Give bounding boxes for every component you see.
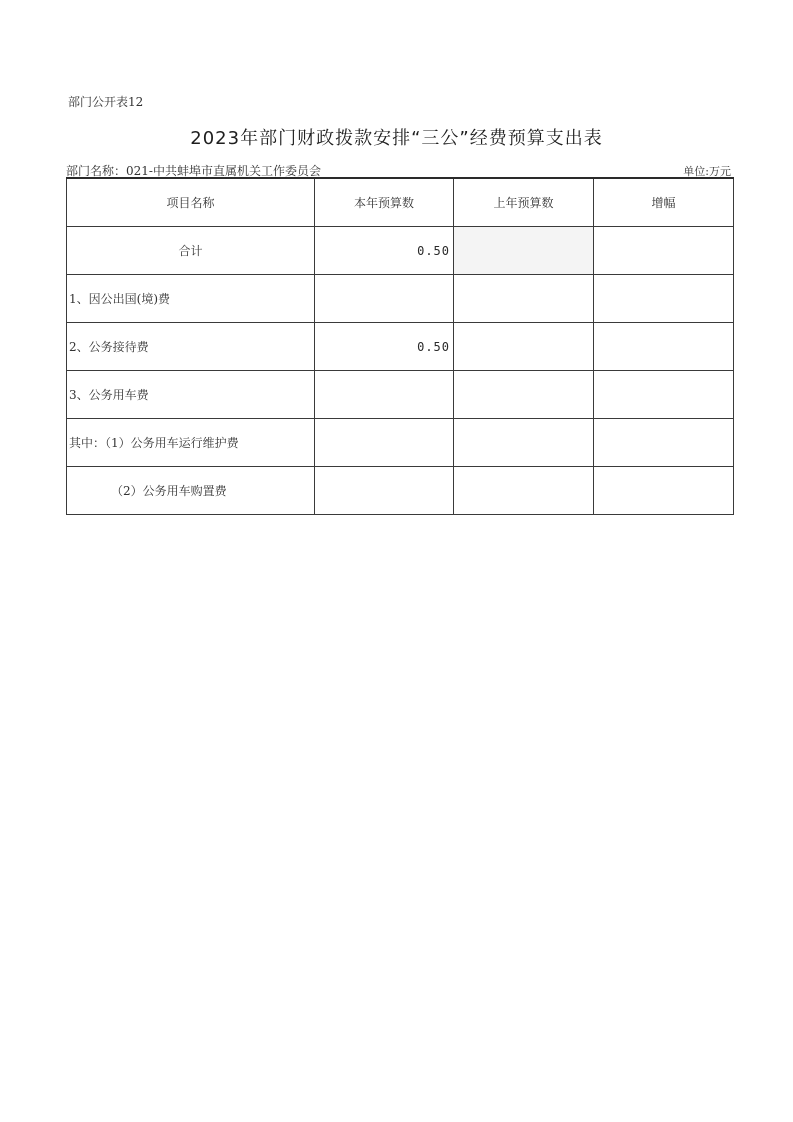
row-growth-value [594,467,734,515]
row-current-value [315,275,454,323]
row-current-value: 0.50 [315,227,454,275]
row-previous-value [454,323,594,371]
table-row-vehicle-purchase [67,467,734,515]
row-current-value [315,467,454,515]
row-name: 2、公务接待费 [67,323,315,371]
header-current-year: 本年预算数 [315,178,454,227]
row-previous-value [454,419,594,467]
table-row-overseas [67,275,734,323]
budget-table [66,177,734,515]
table-row-reception [67,323,734,371]
department-label: 部门名称：021-中共蚌埠市直属机关工作委员会 [66,164,321,178]
row-name: 合计 [67,227,315,275]
table-row-total [67,227,734,275]
row-current-value [315,419,454,467]
row-previous-value [454,467,594,515]
row-growth-value [594,419,734,467]
header-growth: 增幅 [594,178,734,227]
table-row-vehicle [67,371,734,419]
table-row-vehicle-maintenance [67,419,734,467]
header-previous-year: 上年预算数 [454,178,594,227]
row-growth-value [594,275,734,323]
row-previous-value [454,371,594,419]
page-title: 2023年部门财政拨款安排“三公”经费预算支出表 [190,128,603,149]
table-header-row [67,178,734,227]
row-name: 其中：（1）公务用车运行维护费 [67,419,315,467]
row-growth-value [594,227,734,275]
row-growth-value [594,323,734,371]
row-previous-value [454,227,594,275]
unit-label: 单位:万元 [683,165,731,178]
row-name: 1、因公出国(境)费 [67,275,315,323]
row-name: （2）公务用车购置费 [67,467,315,515]
row-growth-value [594,371,734,419]
row-previous-value [454,275,594,323]
header-item-name: 项目名称 [67,178,315,227]
row-name: 3、公务用车费 [67,371,315,419]
row-current-value [315,371,454,419]
row-current-value: 0.50 [315,323,454,371]
table-number: 部门公开表12 [68,95,144,109]
